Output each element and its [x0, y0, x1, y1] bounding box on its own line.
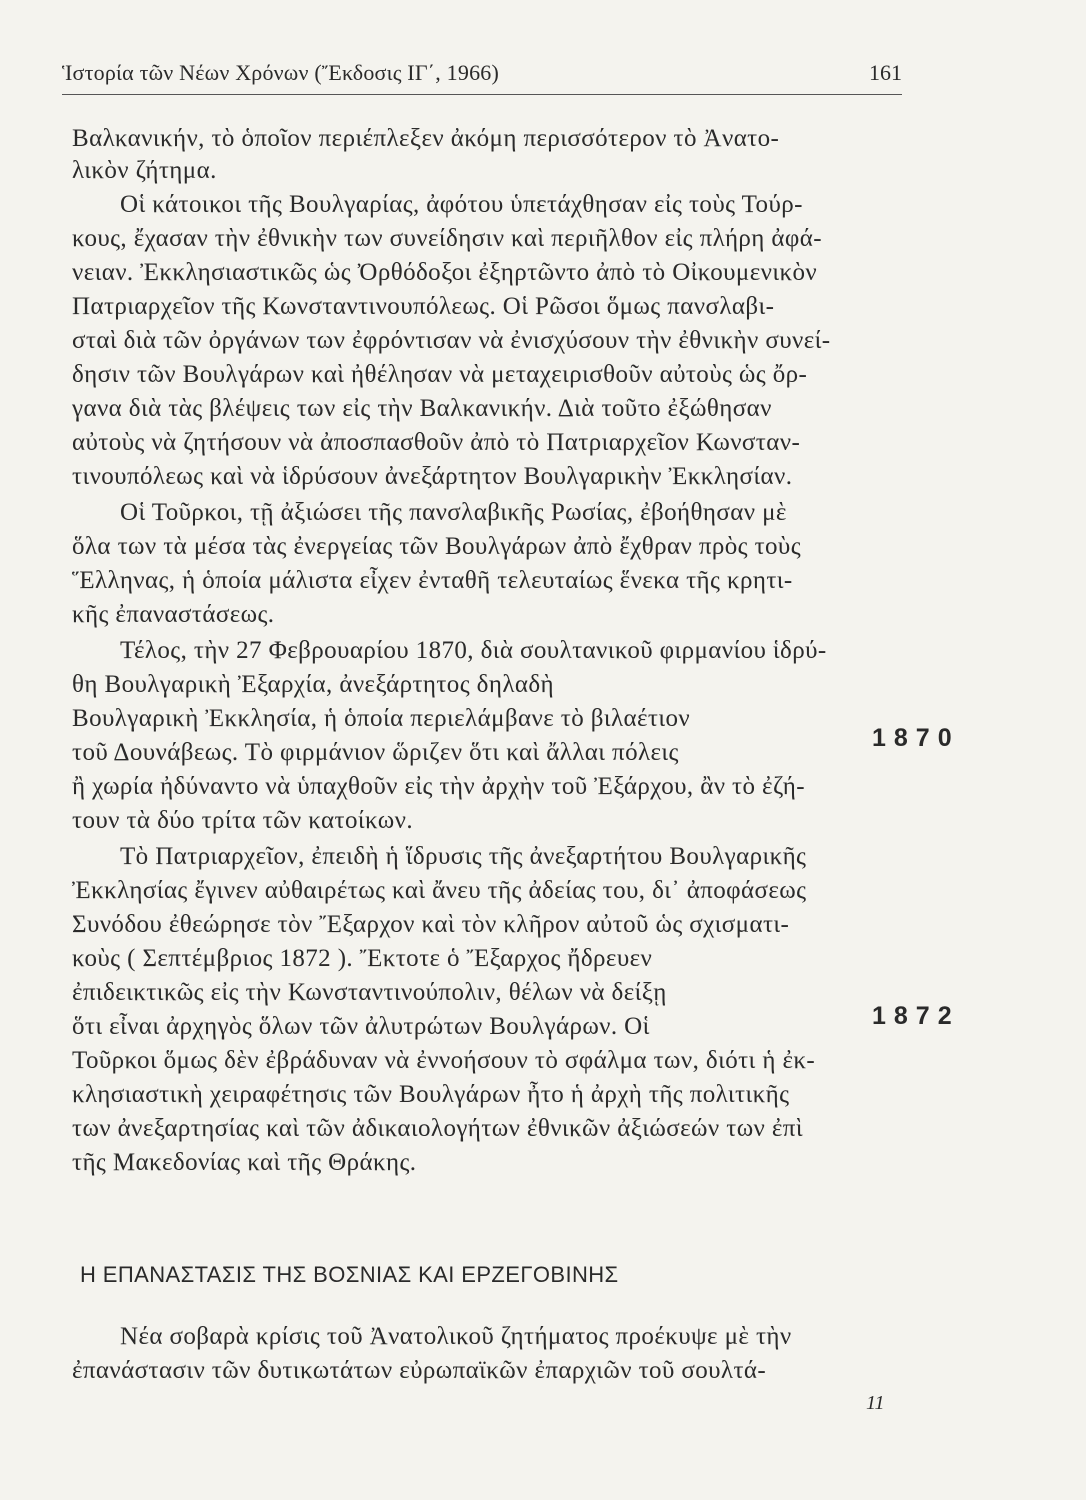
text-line: κῆς ἐπαναστάσεως. [72, 601, 275, 628]
text-line: Συνόδου ἐθεώρησε τὸν Ἔξαρχον καὶ τὸν κλῆρον αὐτοῦ ὡς σχισματι- [72, 911, 790, 938]
text-line: ἐπιδεικτικῶς εἰς τὴν Κωνσταντινούπολιν, θέλων νὰ δείξῃ [72, 979, 667, 1006]
header-title: Ἱστορία τῶν Νέων Χρόνων (Ἔκδοσις ΙΓ΄, 1966) [62, 60, 500, 85]
text-line: Τοῦρκοι ὅμως δὲν ἐβράδυναν νὰ ἐννοήσουν τὸ σφάλμα των, διότι ἡ ἐκ- [72, 1047, 816, 1074]
text-line: δησιν τῶν Βουλγάρων καὶ ἠθέλησαν νὰ μεταχειρισθοῦν αὐτοὺς ὡς ὄρ- [72, 361, 808, 388]
margin-year-1872: 1872 [872, 1002, 960, 1030]
text-line: τοῦ Δουνάβεως. Τὸ φιρμάνιον ὥριζεν ὅτι καὶ ἄλλαι πόλεις [72, 739, 679, 766]
text-line: λικὸν ζήτημα. [72, 157, 217, 184]
text-line: ἢ χωρία ἠδύναντο νὰ ὑπαχθοῦν εἰς τὴν ἀρχὴν τοῦ Ἐξάρχου, ἂν τὸ ἐζή- [72, 773, 805, 800]
text-line: Οἱ Τοῦρκοι, τῇ ἀξιώσει τῆς πανσλαβικῆς Ρωσίας, ἐβοήθησαν μὲ [120, 499, 787, 526]
text-line: Ἐκκλησίας ἔγινεν αὐθαιρέτως καὶ ἄνευ τῆς ἀδείας του, δι᾽ ἀποφάσεως [72, 877, 807, 904]
text-line: Πατριαρχεῖον τῆς Κωνσταντινουπόλεως. Οἱ Ρῶσοι ὅμως πανσλαβι- [72, 293, 775, 320]
text-line: νειαν. Ἐκκλησιαστικῶς ὡς Ὀρθόδοξοι ἐξηρτῶντο ἀπὸ τὸ Οἰκουμενικὸν [72, 259, 818, 286]
text-line: των ἀνεξαρτησίας καὶ τῶν ἀδικαιολογήτων ἐθνικῶν ἀξιώσεών των ἐπὶ [72, 1115, 803, 1142]
text-line: θη Βουλγαρικὴ Ἐξαρχία, ἀνεξάρτητος δηλαδὴ [72, 671, 554, 698]
text-line: ὅτι εἶναι ἀρχηγὸς ὅλων τῶν ἀλυτρώτων Βουλγάρων. Οἱ [72, 1013, 650, 1040]
text-line: κλησιαστικὴ χειραφέτησις τῶν Βουλγάρων ἦτο ἡ ἀρχὴ τῆς πολιτικῆς [72, 1081, 790, 1108]
section-heading: Η ΕΠΑΝΑΣΤΑΣΙΣ ΤΗΣ ΒΟΣΝΙΑΣ ΚΑΙ ΕΡΖΕΓΟΒΙΝΗΣ [80, 1262, 619, 1287]
text-line: κους, ἔχασαν τὴν ἐθνικὴν των συνείδησιν καὶ περιῆλθον εἰς πλήρη ἀφά- [72, 225, 822, 252]
text-line: Βαλκανικήν, τὸ ὁποῖον περιέπλεξεν ἀκόμη περισσότερον τὸ Ἀνατο- [72, 125, 780, 152]
text-line: Ἕλληνας, ἡ ὁποία μάλιστα εἶχεν ἐνταθῆ τελευταίως ἕνεκα τῆς κρητι- [72, 567, 793, 594]
signature-mark: 11 [866, 1392, 885, 1414]
margin-year-1870: 1870 [872, 724, 960, 752]
text-line: τουν τὰ δύο τρίτα τῶν κατοίκων. [72, 807, 414, 834]
text-line: τινουπόλεως καὶ νὰ ἱδρύσουν ἀνεξάρτητον Βουλγαρικὴν Ἐκκλησίαν. [72, 463, 793, 490]
text-line: Οἱ κάτοικοι τῆς Βουλγαρίας, ἀφότου ὑπετάχθησαν εἰς τοὺς Τούρ- [120, 191, 803, 218]
text-line: αὐτοὺς νὰ ζητήσουν νὰ ἀποσπασθοῦν ἀπὸ τὸ Πατριαρχεῖον Κωνσταν- [72, 429, 801, 456]
running-header [62, 58, 902, 95]
page-number: 161 [869, 60, 902, 85]
text-line: ὅλα των τὰ μέσα τὰς ἐνεργείας τῶν Βουλγάρων ἀπὸ ἔχθραν πρὸς τοὺς [72, 533, 802, 560]
text-line: Τέλος, τὴν 27 Φεβρουαρίου 1870, διὰ σουλτανικοῦ φιρμανίου ἱδρύ- [120, 637, 827, 664]
text-line: Νέα σοβαρὰ κρίσις τοῦ Ἀνατολικοῦ ζητήματος προέκυψε μὲ τὴν [120, 1323, 792, 1350]
text-line: ἐπανάστασιν τῶν δυτικωτάτων εὐρωπαϊκῶν ἐπαρχιῶν τοῦ σουλτά- [72, 1357, 767, 1384]
text-line: σταὶ διὰ τῶν ὀργάνων των ἐφρόντισαν νὰ ἐνισχύσουν τὴν ἐθνικὴν συνεί- [72, 327, 831, 354]
text-line: Βουλγαρικὴ Ἐκκλησία, ἡ ὁποία περιελάμβανε τὸ βιλαέτιον [72, 705, 691, 732]
text-line: γανα διὰ τὰς βλέψεις των εἰς τὴν Βαλκανικήν. Διὰ τοῦτο ἐξώθησαν [72, 395, 772, 422]
text-line: τῆς Μακεδονίας καὶ τῆς Θράκης. [72, 1149, 417, 1176]
text-line: κοὺς ( Σεπτέμβριος 1872 ). Ἔκτοτε ὁ Ἔξαρχος ἤδρευεν [72, 945, 653, 972]
text-line: Τὸ Πατριαρχεῖον, ἐπειδὴ ἡ ἵδρυσις τῆς ἀνεξαρτήτου Βουλγαρικῆς [120, 843, 807, 870]
